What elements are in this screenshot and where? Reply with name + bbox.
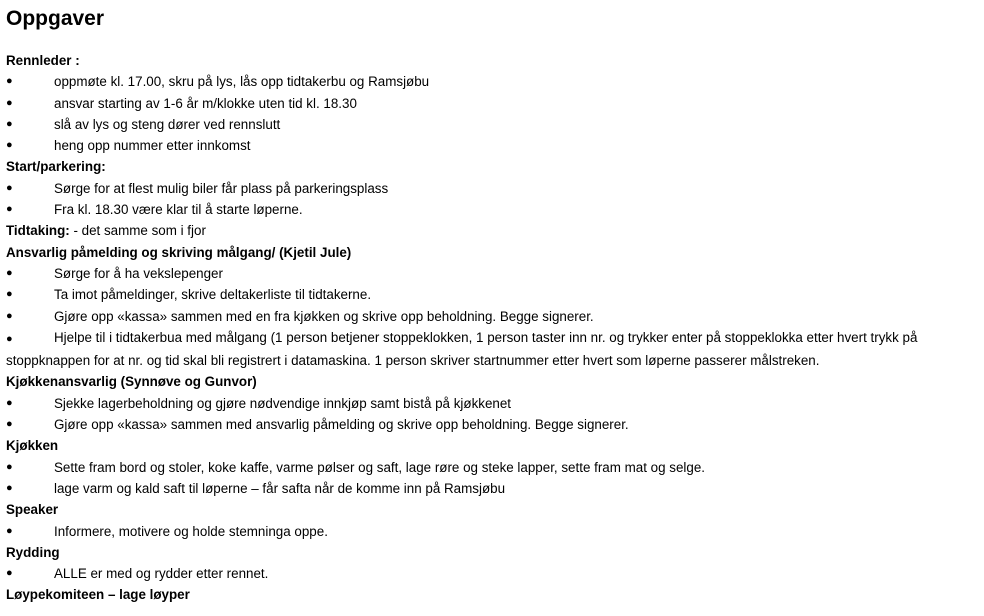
bullet-icon: ● — [6, 75, 13, 88]
list-item — [6, 114, 984, 135]
list-item — [6, 457, 984, 478]
bullet-icon: ● — [6, 203, 13, 216]
list-item — [6, 199, 984, 220]
section-heading-kjokkenansvarlig: Kjøkkenansvarlig (Synnøve og Gunvor) — [6, 374, 257, 390]
list-item — [6, 521, 984, 542]
section-heading-label: Tidtaking: — [6, 223, 70, 239]
bullet-icon: ● — [6, 332, 13, 345]
list-item — [6, 263, 984, 284]
list-item-text: ALLE er med og rydder etter rennet. — [54, 566, 269, 582]
list-item-text: Ta imot påmeldinger, skrive deltakerliste til tidtakerne. — [54, 287, 372, 303]
list-item — [6, 71, 984, 92]
list-item — [6, 327, 976, 372]
list-item-text: Gjøre opp «kassa» sammen med en fra kjøkken og skrive opp beholdning. Begge signerer. — [54, 308, 594, 324]
bullet-icon: ● — [6, 266, 13, 279]
bullet-icon: ● — [6, 396, 13, 409]
list-item — [6, 478, 984, 499]
section-heading-start-parkering: Start/parkering: — [6, 159, 106, 175]
list-item — [6, 135, 984, 156]
bullet-icon: ● — [6, 96, 13, 109]
bullet-icon: ● — [6, 181, 13, 194]
list-item — [6, 306, 984, 327]
list-item — [6, 414, 984, 435]
section-heading-note: - det samme som i fjor — [69, 223, 206, 239]
bullet-icon: ● — [6, 117, 13, 130]
list-item-text: Sørge for å ha vekslepenger — [54, 265, 223, 281]
list-item — [6, 93, 984, 114]
list-item-text: oppmøte kl. 17.00, skru på lys, lås opp tidtakerbu og Ramsjøbu — [54, 74, 430, 90]
list-item — [6, 284, 984, 305]
bullet-icon: ● — [6, 481, 13, 494]
section-heading-pamelding: Ansvarlig påmelding og skriving målgang/ (Kjetil Jule) — [6, 244, 352, 260]
bullet-icon: ● — [6, 418, 13, 431]
section-heading-rennleder: Rennleder : — [6, 53, 80, 68]
list-item-text: slå av lys og steng dører ved rennslutt — [54, 116, 281, 132]
section-heading-kjokken: Kjøkken — [6, 438, 59, 454]
list-item — [6, 563, 984, 584]
page-title: Oppgaver — [6, 7, 105, 30]
list-item-text: ansvar starting av 1-6 år m/klokke uten tid kl. 18.30 — [54, 95, 357, 111]
list-item-text: Informere, motivere og holde stemninga oppe. — [54, 523, 328, 539]
list-item — [6, 393, 984, 414]
list-item-text: Gjøre opp «kassa» sammen med ansvarlig påmelding og skrive opp beholdning. Begge signerer. — [54, 417, 629, 433]
list-item-text: Hjelpe til i tidtakerbua med målgang (1 person betjener stoppeklokken, 1 person taster inn nr. og trykker enter på stoppeklokka etter hvert trykk på stoppknappen for at nr. og tid skal bli registrert i datamaskina. 1 person skriver startnummer etter hvert som løperne passerer målstreken. — [6, 329, 918, 369]
section-heading-tidtaking — [6, 220, 984, 241]
list-item-text: lage varm og kald saft til løperne – får safta når de komme inn på Ramsjøbu — [54, 480, 506, 496]
bullet-icon: ● — [6, 460, 13, 473]
section-heading-loypekomiteen: Løypekomiteen – lage løyper — [6, 587, 190, 603]
section-heading-speaker: Speaker — [6, 502, 59, 518]
list-item — [6, 178, 984, 199]
bullet-icon: ● — [6, 139, 13, 152]
section-heading-rydding: Rydding — [6, 544, 60, 560]
list-item-text: heng opp nummer etter innkomst — [54, 138, 251, 154]
list-item-text: Sette fram bord og stoler, koke kaffe, varme pølser og saft, lage røre og steke lapper, sette fram mat og selge. — [54, 459, 706, 475]
bullet-icon: ● — [6, 288, 13, 301]
bullet-icon: ● — [6, 309, 13, 322]
list-item-text: Fra kl. 18.30 være klar til å starte løperne. — [54, 202, 303, 218]
bullet-icon: ● — [6, 524, 13, 537]
bullet-icon: ● — [6, 567, 13, 580]
list-item-text: Sørge for at flest mulig biler får plass på parkeringsplass — [54, 180, 389, 196]
list-item-text: Sjekke lagerbeholdning og gjøre nødvendige innkjøp samt bistå på kjøkkenet — [54, 395, 512, 411]
